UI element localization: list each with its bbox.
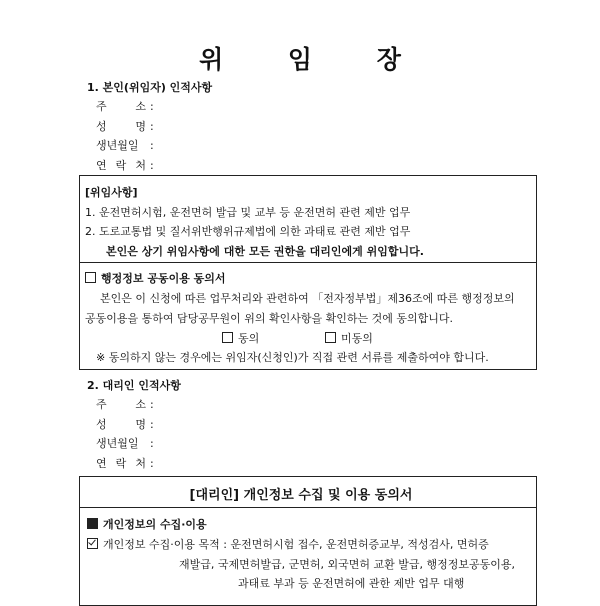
delegation-statement: 본인은 상기 위임사항에 대한 모든 권한을 대리인에게 위임합니다. [106,245,424,258]
disagree-label: 미동의 [341,332,373,345]
square-bullet-icon [87,518,98,529]
agree-label: 동의 [238,332,260,345]
field-colon: : [150,437,154,450]
field-label: 성 명 [96,120,146,133]
checkbox-icon[interactable] [325,332,336,343]
consent-purpose-2: 재발급, 국제면허발급, 군면허, 외국면허 교환 발급, 행정정보공동이용, [179,558,515,571]
field-label: 생년월일 [96,437,139,450]
field-label: 주 소 [96,398,146,411]
principal-address-field[interactable] [96,98,154,114]
field-label: 생년월일 [96,139,139,152]
admin-info-heading-row [85,270,226,286]
checkbox-icon[interactable] [85,272,96,283]
consent-purpose-1: 개인정보 수집·이용 목적 : 운전면허시험 접수, 운전면허증교부, 적성검사, 면허증 [103,538,489,551]
principal-name-field[interactable] [96,118,154,134]
disagree-option[interactable] [325,330,373,346]
principal-contact-field[interactable] [96,157,154,173]
field-colon: : [150,120,154,133]
admin-info-heading: 행정정보 공동이용 동의서 [101,272,226,285]
field-colon: : [150,139,154,152]
agent-birthdate-field[interactable] [96,435,154,451]
agree-option[interactable] [222,330,259,346]
principal-birthdate-field[interactable] [96,137,154,153]
page-title: 위 임 장 [199,45,429,74]
checked-box-icon[interactable] [87,538,98,549]
field-colon: : [150,418,154,431]
consent-divider [79,507,537,508]
consent-title: [대리인] 개인정보 수집 및 이용 동의서 [189,488,413,503]
agent-address-field[interactable] [96,396,154,412]
box-divider [79,262,537,263]
consent-subheading: 개인정보의 수집·이용 [103,518,207,531]
section1-heading: 1. 본인(위임자) 인적사항 [87,81,213,94]
agent-contact-field[interactable] [96,455,154,471]
field-colon: : [150,398,154,411]
field-label: 연 락 처 [96,159,146,172]
consent-purpose-row [87,536,489,552]
field-label: 연 락 처 [96,457,146,470]
field-colon: : [150,100,154,113]
admin-info-body-2: 공동이용을 통하여 담당공무원이 위의 확인사항을 확인하는 것에 동의합니다. [85,312,454,325]
consent-purpose-3: 과태료 부과 등 운전면허에 관한 제반 업무 대행 [238,577,465,590]
field-label: 주 소 [96,100,146,113]
checkbox-icon[interactable] [222,332,233,343]
section2-heading: 2. 대리인 인적사항 [87,379,181,392]
delegation-item-1: 1. 운전면허시험, 운전면허 발급 및 교부 등 운전면허 관련 제반 업무 [85,206,411,219]
admin-info-note: ※ 동의하지 않는 경우에는 위임자(신청인)가 직접 관련 서류를 제출하여야 합니다. [96,351,489,364]
delegation-heading: [위임사항] [85,186,138,199]
field-colon: : [150,457,154,470]
delegation-item-2: 2. 도로교통법 및 질서위반행위규제법에 의한 과태료 관련 제반 업무 [85,225,411,238]
field-label: 성 명 [96,418,146,431]
agent-name-field[interactable] [96,416,154,432]
admin-info-body-1: 본인은 이 신청에 따른 업무처리와 관련하여 「전자정부법」제36조에 따른 행정정보의 [100,292,515,305]
field-colon: : [150,159,154,172]
consent-subheading-row [87,516,207,532]
